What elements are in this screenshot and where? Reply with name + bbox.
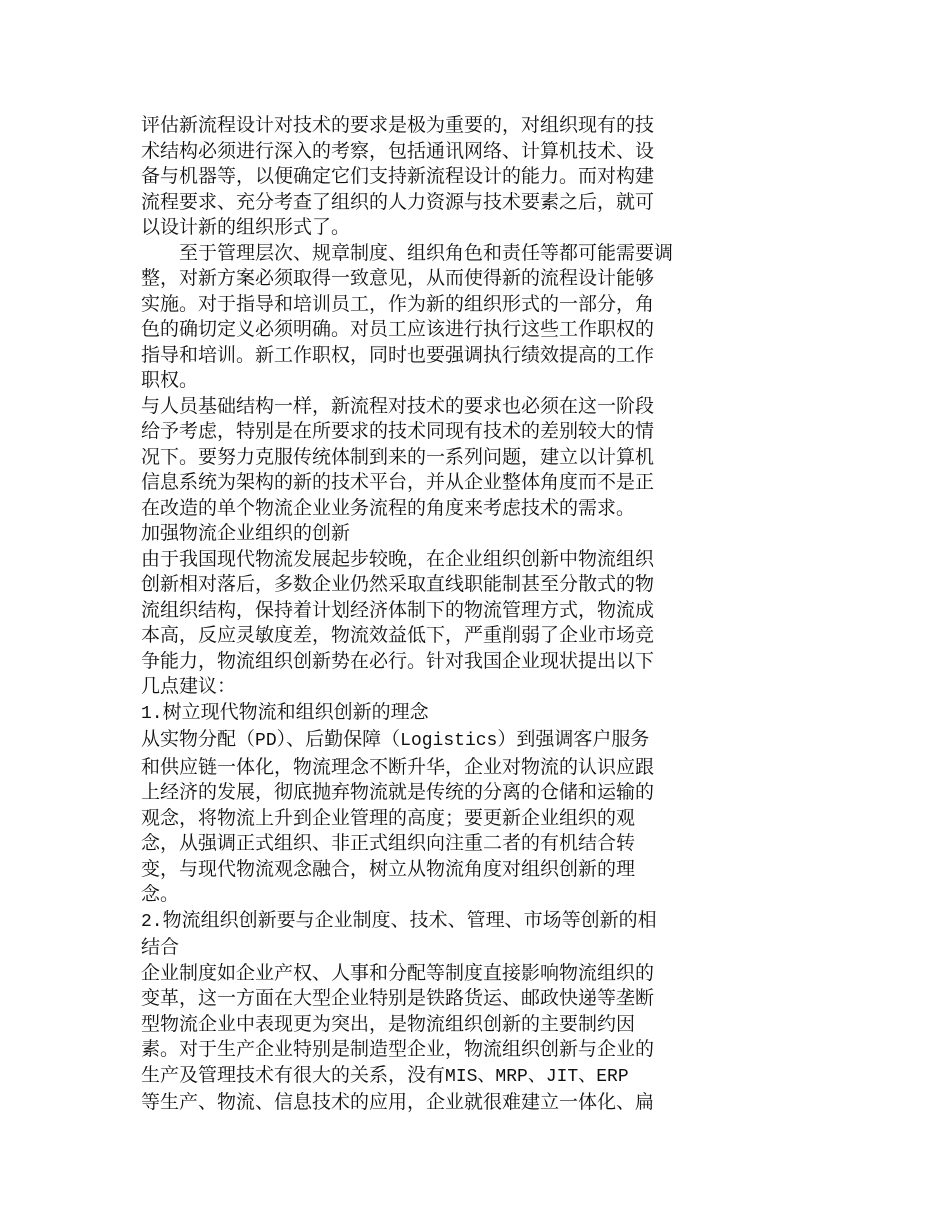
numbered-heading-2 xyxy=(141,908,741,961)
text-line: 素。对于生产企业特别是制造型企业，物流组织创新与企业的 xyxy=(141,1038,655,1060)
text-line: 由于我国现代物流发展起步较晚，在企业组织创新中物流组织 xyxy=(141,547,655,570)
heading-line xyxy=(141,908,741,936)
text-line: 评估新流程设计对技术的要求是极为重要的，对组织现有的技 xyxy=(141,114,655,136)
text-line: 以设计新的组织形式了。 xyxy=(141,216,351,238)
text-line: 整，对新方案必须取得一致意见，从而使得新的流程设计能够 xyxy=(141,267,655,289)
text-segment: 从实物分配（ xyxy=(141,728,256,750)
text-line: 争能力，物流组织创新势在必行。针对我国企业现状提出以下 xyxy=(141,649,655,672)
document-body xyxy=(141,113,741,1116)
text-line: 变，与现代物流观念融合，树立从物流角度对组织创新的理 xyxy=(141,857,636,880)
paragraph-enterprise-system xyxy=(141,961,741,1116)
text-line: 念，从强调正式组织、非正式组织向注重二者的有机结合转 xyxy=(141,832,636,854)
text-line: 实施。对于指导和培训员工，作为新的组织形式的一部分，角 xyxy=(141,292,655,315)
text-line: 与人员基础结构一样，新流程对技术的要求也必须在这一阶段 xyxy=(141,394,655,417)
text-line: 给予考虑，特别是在所要求的技术同现有技术的差别较大的情 xyxy=(141,420,655,442)
text-line: 型物流企业中表现更为突出，是物流组织创新的主要制约因 xyxy=(141,1012,636,1035)
numbered-heading-1 xyxy=(141,700,741,728)
text-line: 变革，这一方面在大型企业特别是铁路货运、邮政快递等垄断 xyxy=(141,987,655,1009)
heading-number: 2. xyxy=(141,911,163,932)
text-line: 几点建议： xyxy=(141,675,237,697)
heading-text: 物流组织创新要与企业制度、技术、管理、市场等创新的相 xyxy=(162,908,657,931)
paragraph-infrastructure xyxy=(141,394,741,522)
heading-text: 树立现代物流和组织创新的理念 xyxy=(162,700,429,723)
text-segment: 生产及管理技术有很大的关系，没有 xyxy=(141,1063,446,1086)
paragraph-innovation-intro xyxy=(141,547,741,700)
text-line: 念。 xyxy=(141,883,180,905)
text-segment: ）到强调客户服务 xyxy=(497,728,650,750)
paragraph-management-levels xyxy=(141,241,741,394)
heading-line xyxy=(141,700,741,728)
heading-text: 加强物流企业组织的创新 xyxy=(141,522,351,544)
text-line xyxy=(141,1063,741,1091)
text-line: 观念，将物流上升到企业管理的高度；要更新企业组织的观 xyxy=(141,806,636,829)
text-line: 创新相对落后，多数企业仍然采取直线职能制甚至分散式的物 xyxy=(141,573,655,595)
paragraph-logistics-concept xyxy=(141,727,741,908)
heading-line: 结合 xyxy=(141,936,180,958)
text-line: 备与机器等，以便确定它们支持新流程设计的能力。而对构建 xyxy=(141,165,655,187)
text-line: 指导和培训。新工作职权，同时也要强调执行绩效提高的工作 xyxy=(141,343,655,366)
term-pd: PD xyxy=(255,731,277,751)
text-line: 况下。要努力克服传统体制到来的一系列问题，建立以计算机 xyxy=(141,445,655,468)
text-line xyxy=(141,727,741,755)
text-line: 流程要求、充分考查了组织的人力资源与技术要素之后，就可 xyxy=(141,190,655,213)
text-line: 等生产、物流、信息技术的应用，企业就很难建立一体化、扁 xyxy=(141,1091,655,1113)
text-line: 至于管理层次、规章制度、组织角色和责任等都可能需要调 xyxy=(179,241,674,264)
text-line: 流组织结构，保持着计划经济体制下的物流管理方式，物流成 xyxy=(141,598,655,621)
text-line: 色的确切定义必须明确。对员工应该进行执行这些工作职权的 xyxy=(141,318,655,340)
text-line: 职权。 xyxy=(141,369,199,391)
text-line: 企业制度如企业产权、人事和分配等制度直接影响物流组织的 xyxy=(141,961,655,984)
text-line: 上经济的发展，彻底抛弃物流就是传统的分离的仓储和运输的 xyxy=(141,781,655,803)
term-logistics: Logistics xyxy=(400,731,498,751)
section-heading xyxy=(141,521,741,547)
text-line: 本高，反应灵敏度差，物流效益低下，严重削弱了企业市场竞 xyxy=(141,624,655,646)
text-line: 信息系统为架构的新的技术平台，并从企业整体角度而不是正 xyxy=(141,471,655,493)
paragraph-tech-requirements xyxy=(141,113,741,241)
heading-number: 1. xyxy=(141,703,163,724)
term-tech-list: MIS、MRP、JIT、ERP xyxy=(445,1066,629,1087)
text-line: 术结构必须进行深入的考察，包括通讯网络、计算机技术、设 xyxy=(141,139,655,162)
text-line: 和供应链一体化，物流理念不断升华，企业对物流的认识应跟 xyxy=(141,755,655,778)
text-segment: ）、后勤保障（ xyxy=(276,728,401,750)
text-line: 在改造的单个物流企业业务流程的角度来考虑技术的需求。 xyxy=(141,496,636,519)
